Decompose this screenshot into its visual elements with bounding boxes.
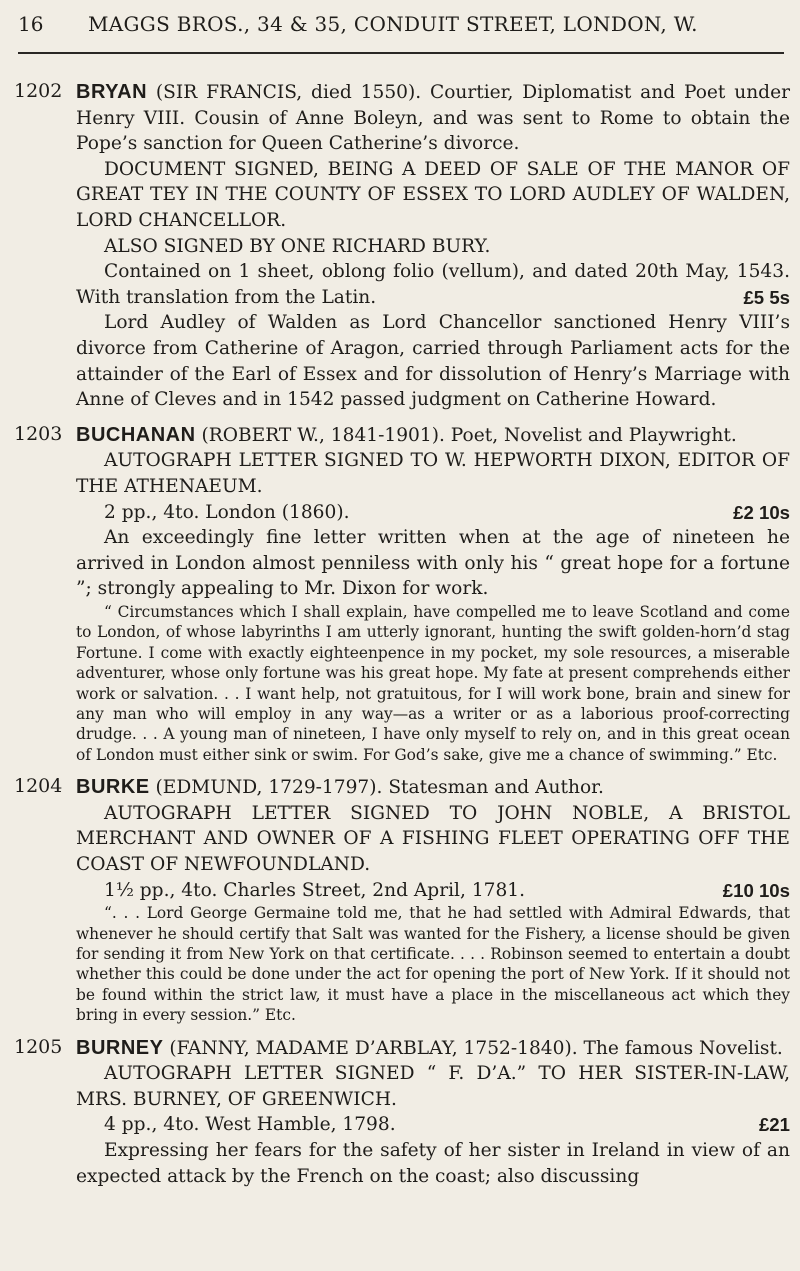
entry-intro-text: (SIR FRANCIS, died 1550). Courtier, Diplomatist and Poet under Henry VIII. Cousin of Anne Boleyn, and was sent to Rome to obtain the Pope’s sanction for Queen Catherine’s divorce. — [76, 82, 790, 155]
letter-quotation: “ Circumstances which I shall explain, have compelled me to leave Scotland and come to London, of whose labyrinths I am utterly ignorant, hunting the swift golden-horn’d stag Fortune. I come with exactly eighteenpence in my pocket, my sole resources, a miserable adventurer, whose only fortune was his great hope. My fate at present comprehends either work or salvation. . . I want help, not gratuitous, for I will work bone, brain and sinew for any man who will employ in any way—as a writer or as a laborious proof-correcting drudge. . . A young man of nineteen, I have only myself to rely on, and in this great ocean of London must either sink or swim. For God’s sake, give me a chance of swimming.” Etc. — [76, 602, 790, 764]
entry-intro-text: (ROBERT W., 1841-1901). Poet, Novelist and Playwright. — [201, 424, 737, 446]
catalogue-entry — [14, 423, 790, 765]
price: £2 10s — [733, 501, 790, 523]
entry-intro — [76, 423, 790, 449]
entry-name: BURKE — [76, 776, 150, 799]
item-details-text: 4 pp., 4to. West Hamble, 1798. — [104, 1114, 396, 1136]
document-description: AUTOGRAPH LETTER SIGNED “ F. D’A.” TO HER SISTER-IN-LAW, MRS. BURNEY, OF GREENWICH. — [76, 1063, 790, 1110]
catalogue-entry — [14, 80, 790, 413]
entry-intro — [76, 775, 790, 801]
lot-number: 1203 — [14, 422, 63, 445]
page-number: 16 — [18, 12, 44, 36]
entry-intro-text: (EDMUND, 1729-1797). Statesman and Author. — [155, 777, 604, 799]
catalogue-entry — [14, 775, 790, 1025]
document-description-2: ALSO SIGNED BY ONE RICHARD BURY. — [104, 235, 491, 257]
entry-intro — [76, 80, 790, 157]
price: £5 5s — [743, 286, 790, 308]
catalogue-entry — [14, 1036, 790, 1190]
letter-quotation: “. . . Lord George Germaine told me, that he had settled with Admiral Edwards, that whenever he should certify that Salt was wanted for the Fishery, a license should be given for sending it from New York on that certificate. . . . Robinson seemed to entertain a doubt whether this could be done under the act for opening the port of New York. If it should not be found within the strict law, it must have a place in the miscellaneous act which they bring in every session.” Etc. — [76, 904, 790, 1025]
entry-intro-text: (FANNY, MADAME D’ARBLAY, 1752-1840). The famous Novelist. — [169, 1037, 783, 1059]
entry-name: BUCHANAN — [76, 423, 196, 446]
lot-number: 1202 — [14, 80, 63, 102]
entry-note: An exceedingly fine letter written when at the age of nineteen he arrived in London almost penniless with only his “ great hope for a fortune ”; strongly appealing to Mr. Dixon for work. — [76, 527, 790, 600]
entry-name: BRYAN — [76, 81, 148, 103]
item-details-text: 2 pp., 4to. London (1860). — [104, 501, 350, 523]
price: £21 — [758, 1114, 790, 1136]
running-title: MAGGS BROS., 34 & 35, CONDUIT STREET, LONDON, W. — [88, 12, 698, 36]
item-details — [76, 878, 790, 904]
lot-number: 1205 — [14, 1035, 63, 1058]
price: £10 10s — [722, 879, 790, 901]
lot-number: 1204 — [14, 775, 63, 798]
document-description: DOCUMENT SIGNED, BEING A DEED OF SALE OF THE MANOR OF GREAT TEY IN THE COUNTY OF ESSEX TO LORD AUDLEY OF WALDEN, LORD CHANCELLOR. — [76, 158, 790, 231]
item-details — [76, 500, 790, 526]
item-details-text: 1½ pp., 4to. Charles Street, 2nd April, 1781. — [104, 879, 526, 901]
catalogue-entries — [14, 80, 790, 1199]
entry-intro — [76, 1036, 790, 1062]
item-details — [76, 1112, 790, 1138]
entry-note: Expressing her fears for the safety of her sister in Ireland in view of an expected attack by the French on the coast; also discussing — [76, 1139, 790, 1187]
document-description: AUTOGRAPH LETTER SIGNED TO W. HEPWORTH DIXON, EDITOR OF THE ATHENAEUM. — [76, 450, 790, 497]
document-description: AUTOGRAPH LETTER SIGNED TO JOHN NOBLE, A BRISTOL MERCHANT AND OWNER OF A FISHING FLEET OPERATING OFF THE COAST OF NEWFOUNDLAND. — [76, 802, 790, 875]
header-rule — [18, 52, 784, 54]
item-details-text: Contained on 1 sheet, oblong folio (vellum), and dated 20th May, 1543. With translation from the Latin. — [76, 261, 790, 308]
item-details — [76, 259, 790, 310]
page-header — [18, 4, 784, 44]
entry-name: BURNEY — [76, 1036, 164, 1059]
entry-note: Lord Audley of Walden as Lord Chancellor sanctioned Henry VIII’s divorce from Catherine of Aragon, carried through Parliament acts for the attainder of the Earl of Essex and for dissolution of Henry’s Marriage with Anne of Cleves and in 1542 passed judgment on Catherine Howard. — [76, 312, 790, 411]
